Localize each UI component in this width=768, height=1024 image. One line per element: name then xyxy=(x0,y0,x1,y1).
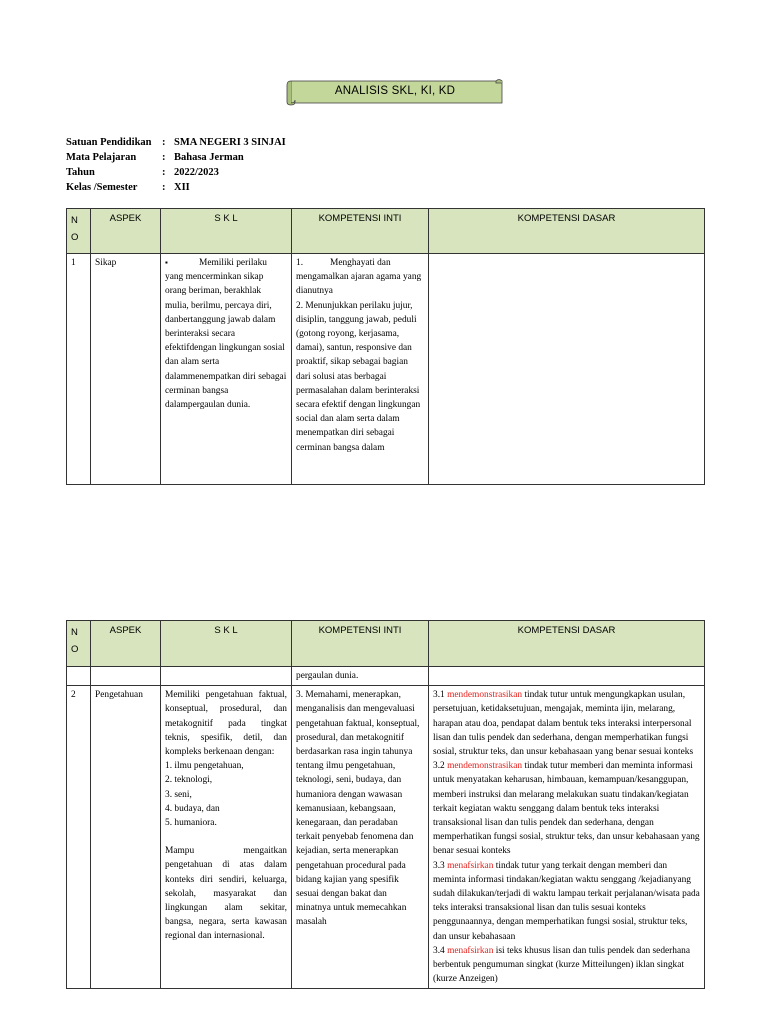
header-ki: KOMPETENSI INTI xyxy=(292,621,429,667)
kd-verb: menafsirkan xyxy=(447,860,494,871)
info-value: Bahasa Jerman xyxy=(174,152,244,163)
list-item: 3. seni, xyxy=(165,789,192,800)
info-label: Tahun xyxy=(66,167,95,178)
info-label: Mata Pelajaran xyxy=(66,152,137,163)
kd-verb: mendemonstrasikan xyxy=(447,690,523,701)
cell-skl xyxy=(161,254,292,485)
info-row-mapel xyxy=(66,150,286,165)
cell-aspek: Pengetahuan xyxy=(91,686,161,989)
kd-verb: mendemonstrasikan xyxy=(447,761,523,772)
ki-item-2: 2. Menunjukkan perilaku jujur, disiplin, tanggung jawab, peduli (gotong royong, kerjasama, damai), santun, responsive dan proaktif, sikap sebagai bagian dari solusi atas berbagai permasalahan dalam berinteraksi secara efektif dengan lingkungan social dan alam serta dalam menempatkan diri sebagai cerminan bangsa dalam xyxy=(296,300,421,453)
header-ki: KOMPETENSI INTI xyxy=(292,209,429,254)
info-label: Kelas /Semester xyxy=(66,182,138,193)
cell-no: 2 xyxy=(67,686,91,989)
cell-kd xyxy=(429,686,705,989)
info-value: SMA NEGERI 3 SINJAI xyxy=(174,137,286,148)
info-row-tahun xyxy=(66,165,286,180)
cell-ki: 3. Memahami, menerapkan, menganalisis dan mengevaluasi pengetahuan faktual, konseptual, prosedural, dan metakognitif berdasarkan rasa ingin tahunya tentang ilmu pengetahuan, teknologi, seni, budaya, dan humaniora dengan wawasan kemanusiaan, kebangsaan, kenegaraan, dan peradaban terkait penyebab fenomena dan kejadian, serta menerapkan pengetahuan procedural pada bidang kajian yang spesifik sesuai dengan bakat dan minatnya untuk memecahkan masalah xyxy=(292,686,429,989)
list-item: 4. budaya, dan xyxy=(165,803,220,814)
analysis-table-page1 xyxy=(66,208,705,485)
square-bullet-icon: ▪ xyxy=(165,258,168,267)
kd-item-3-3: 3.3 menafsirkan tindak tutur yang terkait dengan memberi dan meminta informasi tindakan/kegiatan waktu senggang /kejadianyang sudah dilakukan/terjadi di waktu lampau terkait perjalanan/wisata pada teks interaksi transaksional lisan dan tulis sesuai konteks penggunaannya, dengan memperhatikan fungsi sosial, struktur teks, dan unsur kebahasaan xyxy=(433,860,700,942)
list-item: 2. teknologi, xyxy=(165,775,213,786)
ki-item-1-text: mengamalkan ajaran agama yang dianutnya xyxy=(296,272,422,297)
identity-block xyxy=(66,135,286,195)
header-kd: KOMPETENSI DASAR xyxy=(429,209,705,254)
cell-ki-continued: pergaulan dunia. xyxy=(292,667,429,686)
header-skl: S K L xyxy=(161,621,292,667)
info-row-satuan xyxy=(66,135,286,150)
table-header-row xyxy=(67,209,705,254)
kd-verb: menafsirkan xyxy=(447,945,494,956)
header-aspek: ASPEK xyxy=(91,621,161,667)
skl-text: yang mencerminkan sikap orang beriman, berakhlak mulia, berilmu, percaya diri, danbertanggung jawab dalam berinteraksi secara efektifdengan lingkungan sosial dan alam serta dalammenempatkan diri sebagai cerminan bangsa dalampergaulan dunia. xyxy=(165,272,287,411)
info-colon: : xyxy=(162,182,166,193)
analysis-table-page2 xyxy=(66,620,705,989)
info-colon: : xyxy=(162,152,166,163)
cell-ki xyxy=(292,254,429,485)
cell-kd xyxy=(429,254,705,485)
ki-item-1: 1. Menghayati dan xyxy=(296,258,391,268)
header-skl: S K L xyxy=(161,209,292,254)
cell-skl xyxy=(161,686,292,989)
info-colon: : xyxy=(162,137,166,148)
skl-paragraph-2: Mampu mengaitkan pengetahuan di atas dalam konteks diri sendiri, keluarga, sekolah, masyarakat dan lingkungan alam sekitar, bangsa, negara, serta kawasan regional dan internasional. xyxy=(165,846,287,942)
table-row xyxy=(67,254,705,485)
header-no: N O xyxy=(67,209,91,254)
table-row-continuation xyxy=(67,667,705,686)
document-title: ANALISIS SKL, KI, KD xyxy=(334,85,456,97)
table-row xyxy=(67,686,705,989)
cell-aspek: Sikap xyxy=(91,254,161,485)
header-aspek: ASPEK xyxy=(91,209,161,254)
info-value: 2022/2023 xyxy=(174,167,219,178)
kd-item-3-4: 3.4 menafsirkan isi teks khusus lisan dan tulis pendek dan sederhana berbentuk pengumuman singkat (kurze Mitteilungen) iklan singkat (kurze Anzeigen) xyxy=(433,945,690,985)
list-item: 5. humaniora. xyxy=(165,818,217,829)
skl-paragraph-1: Memiliki pengetahuan faktual, konseptual, prosedural, dan metakognitif pada tingkat teknis, spesifik, detil, dan kompleks berkenaan dengan: xyxy=(165,690,287,758)
header-kd: KOMPETENSI DASAR xyxy=(429,621,705,667)
skl-bullet-item: ▪ Memiliki perilaku xyxy=(165,256,287,270)
list-item: 1. ilmu pengetahuan, xyxy=(165,761,244,772)
info-row-kelas xyxy=(66,180,286,195)
header-no: N O xyxy=(67,621,91,667)
info-colon: : xyxy=(162,167,166,178)
kd-item-3-2: 3.2 mendemonstrasikan tindak tutur memberi dan meminta informasi untuk menyatakan keharusan, himbauan, kemampuan/kesanggupan, memberi instruksi dan melarang melakukan suatu tindakan/kegiatan terkait kegiatan waktu senggang dalam bentuk teks interaksi transaksional lisan dan tulis pendek dan sederhana, dengan memperhatikan fungsi sosial, struktur teks, dan unsur kebahasaan yang benar sesuai konteks xyxy=(433,761,700,857)
info-value: XII xyxy=(174,182,190,193)
title-banner xyxy=(286,78,504,106)
table-header-row xyxy=(67,621,705,667)
kd-item-3-1: 3.1 mendemonstrasikan tindak tutur untuk mengungkapkan usulan, persetujuan, ketidaksetujuan, mengajak, meminta ijin, melarang, harapan atau doa, pendapat dalam bentuk teks interaksi interpersonal lisan dan tulis pendek dan sederhana, dengan memperhatikan fungsi sosial, struktur teks, dan unsur kebahasaan yang benar sesuai konteks xyxy=(433,690,694,758)
info-label: Satuan Pendidikan xyxy=(66,137,152,148)
cell-no: 1 xyxy=(67,254,91,485)
